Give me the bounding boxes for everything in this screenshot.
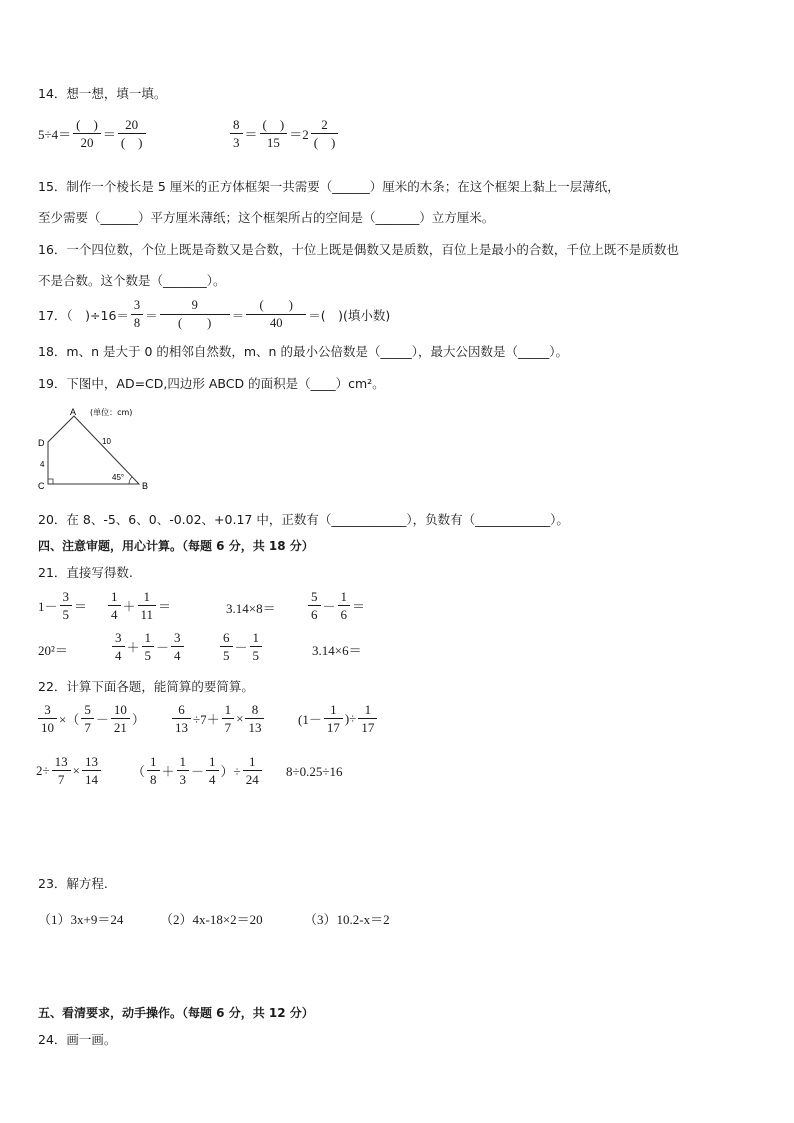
- den: 8: [150, 772, 157, 787]
- num: 1: [206, 754, 219, 771]
- den: 17: [326, 720, 340, 735]
- fraction: [82, 754, 101, 787]
- quadrilateral-abcd: [48, 416, 139, 484]
- num: 13: [82, 754, 101, 771]
- q14-eq: ＝: [102, 127, 116, 142]
- den: 13: [248, 720, 262, 735]
- q14-fraction: [118, 117, 146, 150]
- den: 6: [311, 607, 318, 622]
- expr-text: －: [234, 640, 248, 655]
- num: 1: [338, 589, 351, 606]
- fraction: [172, 702, 191, 735]
- label-c: C: [38, 481, 45, 491]
- q24-title: 24．画一画。: [38, 1032, 117, 1047]
- expr-text: －: [322, 599, 336, 614]
- q14-left-lhs: 5÷4＝: [38, 127, 72, 142]
- q22-expr-a: [36, 702, 145, 735]
- q17-fraction: [131, 298, 143, 331]
- q18-text: 18．m、n 是大于 0 的相邻自然数，m、n 的最小公倍数是（_____），最大公因数是（_____）。: [38, 344, 568, 359]
- q17-f2-num: 9: [160, 298, 230, 315]
- q16-line2: 不是合数。这个数是（_______）。: [38, 273, 226, 288]
- den: 7: [224, 720, 232, 735]
- angle-arc: [129, 477, 132, 484]
- q22-expr-d: [36, 754, 103, 787]
- fraction: [243, 754, 262, 787]
- num: 5: [81, 702, 94, 719]
- expr-text: （: [132, 764, 146, 779]
- q14-r3-num: 2: [311, 117, 339, 134]
- q17-eq: ＝: [145, 307, 158, 323]
- den: 21: [113, 720, 127, 735]
- expr-text: ＋: [122, 599, 136, 614]
- q17-suffix: ＝( )(填小数): [308, 307, 391, 323]
- q21-expr-5: 20²＝: [38, 643, 68, 658]
- q21-expr-2: [106, 589, 171, 622]
- num: 1: [147, 754, 160, 771]
- q16-line1: 16．一个四位数，个位上既是奇数又是合数，十位上既是偶数又是质数，百位上是最小的合数，千位上既不是质数也: [38, 242, 679, 257]
- fraction: [250, 630, 263, 663]
- q17-f3-num: ( ): [246, 298, 306, 315]
- den: 10: [41, 720, 54, 735]
- q15-line1: 15．制作一个棱长是 5 厘米的正方体框架一共需要（______）厘米的木条；在这个框架上黏上一层薄纸，: [38, 179, 620, 194]
- num: 1: [142, 630, 155, 647]
- q22-expr-b: [170, 702, 266, 735]
- num: 1: [138, 589, 157, 606]
- q23-eq-3: （3）10.2-x＝2: [304, 912, 390, 927]
- q21-title: 21．直接写得数.: [38, 565, 133, 580]
- q21-expr-3: 3.14×8＝: [226, 601, 276, 616]
- expr-text: ）: [131, 712, 145, 727]
- expr-text: －: [95, 712, 109, 727]
- den: 5: [252, 648, 260, 663]
- num: 1: [108, 589, 121, 606]
- q17-fraction: [246, 298, 306, 331]
- fraction: [177, 754, 190, 787]
- q19-text: 19．下图中，AD=CD,四边形 ABCD 的面积是（____）cm²。: [38, 376, 385, 391]
- section5-title: 五、看清要求，动手操作。（每题 6 分，共 12 分）: [38, 1006, 314, 1020]
- q14-r1-num: 8: [230, 117, 243, 134]
- expr-text: －: [191, 764, 205, 779]
- fraction: [220, 630, 233, 663]
- fraction: [60, 589, 73, 622]
- q21-expr-7: [218, 630, 264, 663]
- q14-r2-num: ( ): [260, 117, 288, 134]
- num: 13: [52, 754, 71, 771]
- q14-f1-den: 20: [80, 135, 94, 150]
- fraction: [52, 754, 71, 787]
- den: 4: [174, 648, 181, 663]
- q15-line2: 至少需要（______）平方厘米薄纸；这个框架所占的空间是（_______）立方厘米。: [38, 210, 495, 225]
- fraction: [81, 702, 94, 735]
- label-a: A: [70, 407, 77, 417]
- den: 7: [84, 720, 91, 735]
- den: 4: [209, 772, 216, 787]
- expr-text: )÷: [344, 710, 357, 726]
- expr-text: ＝: [158, 599, 172, 614]
- num: 1: [222, 702, 235, 719]
- fraction: [142, 630, 155, 663]
- q17-eq: ＝: [231, 307, 245, 323]
- fraction: [171, 630, 184, 663]
- q21-expr-1: [38, 589, 87, 622]
- fraction: [338, 589, 351, 622]
- fraction: [112, 630, 125, 663]
- expr-text: ＋: [126, 640, 140, 655]
- expr-text: 2÷: [36, 762, 50, 778]
- expr-text: (1－: [298, 712, 322, 727]
- label-unit: (单位：cm): [90, 408, 133, 417]
- q14-f2-num: 20: [118, 117, 146, 134]
- q17-prefix: 17．（ )÷16＝: [38, 307, 129, 323]
- q21-expr-6: [110, 630, 186, 663]
- expr-text: ＝: [352, 599, 366, 614]
- den: 4: [115, 648, 122, 663]
- den: 6: [340, 607, 348, 622]
- q14-whole: ＝2: [289, 127, 309, 142]
- label-d: D: [38, 438, 45, 448]
- den: 24: [245, 772, 259, 787]
- den: 13: [175, 720, 188, 735]
- q23-title: 23．解方程.: [38, 876, 108, 891]
- num: 3: [38, 702, 57, 719]
- den: 5: [144, 648, 152, 663]
- q21-expr-4: [306, 589, 365, 622]
- fraction: [308, 589, 321, 622]
- fraction: [147, 754, 160, 787]
- q14-f2-den: ( ): [120, 135, 143, 150]
- q17-f3-den: 40: [269, 316, 283, 330]
- den: 5: [223, 648, 230, 663]
- q23-eq-2: （2）4x-18×2＝20: [160, 912, 263, 927]
- den: 4: [111, 607, 118, 622]
- fraction: [245, 702, 264, 735]
- expr-text: ×（: [59, 712, 80, 727]
- q14-fraction: [311, 117, 339, 150]
- q14-r2-den: 15: [266, 135, 280, 150]
- num: 3: [60, 589, 73, 606]
- expr-text: ×: [72, 762, 80, 778]
- den: 14: [84, 772, 98, 787]
- fraction: [222, 702, 235, 735]
- den: 3: [179, 772, 187, 787]
- den: 11: [140, 607, 154, 622]
- q14-fraction: [73, 117, 101, 150]
- den: 7: [57, 772, 65, 787]
- q22-title: 22．计算下面各题，能简算的要简算。: [38, 679, 254, 694]
- fraction: [38, 702, 57, 735]
- label-dc-length: 4: [40, 460, 45, 469]
- label-b: B: [142, 481, 149, 491]
- den: 5: [62, 607, 70, 622]
- fraction: [206, 754, 219, 787]
- q23-eq-1: （1）3x+9＝24: [38, 912, 124, 927]
- label-angle: 45°: [112, 473, 125, 482]
- fraction: [111, 702, 130, 735]
- num: 3: [112, 630, 125, 647]
- fraction: [138, 589, 157, 622]
- q22-expr-f: 8÷0.25÷16: [286, 764, 343, 779]
- q14-fraction: [230, 117, 243, 150]
- q22-expr-c: [298, 702, 379, 735]
- den: 17: [361, 720, 375, 735]
- expr-text: ＝: [74, 599, 88, 614]
- q14-title: 14．想一想，填一填。: [38, 86, 167, 101]
- q14-fraction: [260, 117, 288, 150]
- q19-figure: [34, 404, 184, 496]
- q20-text: 20．在 8、-5、6、0、-0.02、+0.17 中，正数有（____________），负数有（____________）。: [38, 512, 569, 527]
- q14-right-equation: [228, 117, 340, 150]
- fraction: [324, 702, 343, 735]
- q14-r3-den: ( ): [313, 135, 336, 150]
- q22-expr-e: [132, 754, 264, 787]
- q14-f1-num: ( ): [73, 117, 101, 134]
- expr-text: －: [156, 640, 170, 655]
- expr-text: ）÷: [220, 764, 241, 779]
- q17-f2-den: ( ): [178, 316, 212, 330]
- num: 6: [220, 630, 233, 647]
- num: 5: [308, 589, 321, 606]
- q14-r1-den: 3: [233, 135, 240, 150]
- num: 1: [250, 630, 263, 647]
- num: 6: [172, 702, 191, 719]
- num: 1: [243, 754, 262, 771]
- num: 1: [177, 754, 190, 771]
- q17-equation: [38, 298, 390, 331]
- q17-fraction: [160, 298, 230, 331]
- expr-text: ＋: [161, 764, 175, 779]
- num: 3: [171, 630, 184, 647]
- label-ab-length: 10: [102, 437, 111, 446]
- q17-f1-num: 3: [131, 298, 143, 315]
- expr-text: ÷7＋: [193, 712, 220, 727]
- num: 1: [324, 702, 343, 719]
- num: 8: [245, 702, 264, 719]
- right-angle-mark: [48, 479, 53, 484]
- num: 1: [358, 702, 377, 719]
- expr-text: 1－: [38, 599, 58, 614]
- q14-left-equation: [38, 117, 148, 150]
- fraction: [108, 589, 121, 622]
- q14-eq: ＝: [244, 127, 258, 142]
- q17-f1-den: 8: [133, 316, 141, 330]
- expr-text: ×: [236, 710, 244, 726]
- num: 10: [111, 702, 130, 719]
- fraction: [358, 702, 377, 735]
- section4-title: 四、注意审题，用心计算。（每题 6 分，共 18 分）: [38, 539, 314, 553]
- q21-expr-8: 3.14×6＝: [312, 643, 362, 658]
